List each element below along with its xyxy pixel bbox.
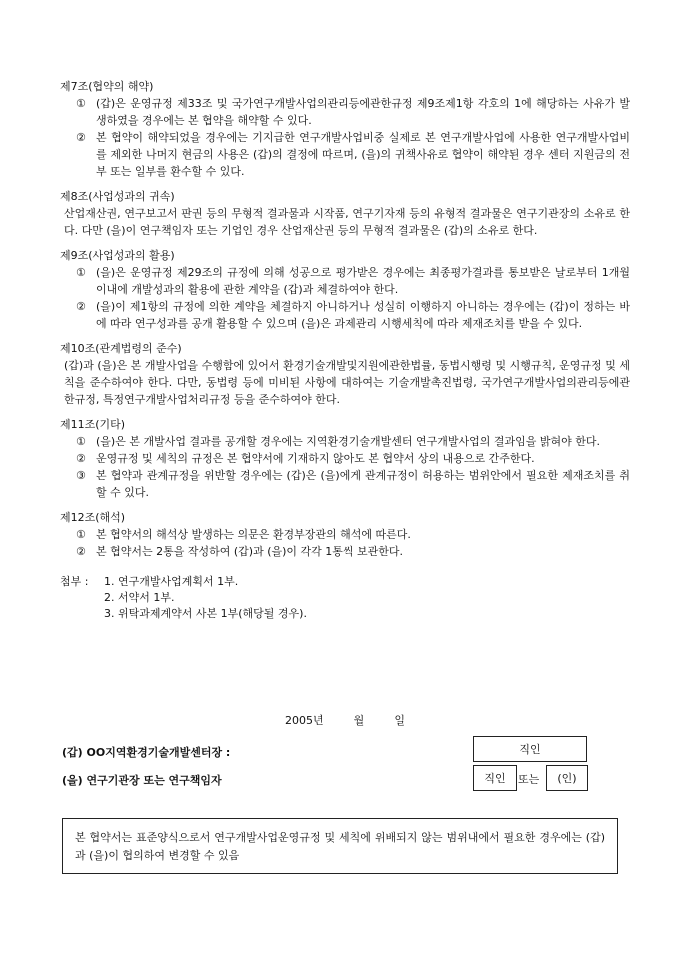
clause-number: ② bbox=[76, 452, 86, 465]
date-day: 일 bbox=[394, 714, 405, 727]
clause-number: ③ bbox=[76, 469, 86, 482]
attachments bbox=[60, 574, 630, 622]
article-10 bbox=[60, 340, 630, 408]
date-year: 2005년 bbox=[285, 714, 324, 727]
note-box bbox=[62, 818, 618, 874]
clause-text: 본 협약과 관계규정을 위반할 경우에는 (갑)은 (을)에게 관계규정이 허용하는 범위안에서 필요한 제재조치를 취할 수 있다. bbox=[96, 469, 630, 499]
agreement-body bbox=[60, 78, 630, 622]
clause-item bbox=[76, 264, 630, 298]
article-title: 제10조(관계법령의 준수) bbox=[60, 342, 182, 355]
clause-item bbox=[76, 543, 630, 560]
article-11 bbox=[60, 416, 630, 501]
clause-text: 운영규정 및 세칙의 규정은 본 협약서에 기재하지 않아도 본 협약서 상의 내용으로 간주한다. bbox=[96, 452, 535, 465]
clause-item bbox=[76, 298, 630, 332]
article-9 bbox=[60, 247, 630, 332]
article-paragraph: (갑)과 (을)은 본 개발사업을 수행함에 있어서 환경기술개발및지원에관한법률, 동법시행령 및 시행규칙, 운영규정 및 세칙을 준수하여야 한다. 다만, 동법령 등에 미비된 사항에 대하여는 기술개발촉진법령, 국가연구개발사업의관리등에관한규정, 특정연구개발사업처리규정 등을 준수하여야 한다. bbox=[64, 359, 630, 406]
or-text: 또는 bbox=[518, 773, 540, 786]
attachments-label: 첨부 : bbox=[60, 575, 89, 588]
party-b-seal-box bbox=[473, 765, 517, 791]
clause-item bbox=[76, 450, 630, 467]
article-8 bbox=[60, 188, 630, 239]
attachment-item: 3. 위탁과제계약서 사본 1부(해당될 경우). bbox=[104, 607, 307, 620]
clause-text: 본 협약서의 해석상 발생하는 의문은 환경부장관의 해석에 따른다. bbox=[96, 528, 411, 541]
clause-text: (을)이 제1항의 규정에 의한 계약을 체결하지 아니하거나 성실히 이행하지 아니하는 경우에는 (갑)이 정하는 바에 따라 연구성과를 공개 활용할 수 있으며 (을)은 과제관리 시행세칙에 따라 제재조치를 받을 수 있다. bbox=[96, 300, 630, 330]
article-12 bbox=[60, 509, 630, 560]
party-b-seal: 직인 bbox=[484, 772, 506, 785]
clause-text: (을)은 본 개발사업 결과를 공개할 경우에는 지역환경기술개발센터 연구개발사업의 결과임을 밝혀야 한다. bbox=[96, 435, 600, 448]
clause-item bbox=[76, 433, 630, 450]
party-a-seal-box bbox=[473, 736, 587, 762]
clause-number: ① bbox=[76, 528, 86, 541]
clause-item bbox=[76, 129, 630, 180]
clause-text: 본 협약이 해약되었을 경우에는 기지급한 연구개발사업비중 실제로 본 연구개발사업에 사용한 연구개발사업비를 제외한 나머지 현금의 사용은 (갑)의 결정에 따르며, (을)의 귀책사유로 협약이 해약된 경우 센터 지원금의 전부 또는 일부를 환수할 수 있다. bbox=[96, 131, 630, 178]
article-7 bbox=[60, 78, 630, 180]
party-b-label: (을) 연구기관장 또는 연구책임자 bbox=[62, 774, 222, 787]
article-title: 제8조(사업성과의 귀속) bbox=[60, 190, 175, 203]
clause-number: ② bbox=[76, 300, 86, 313]
clause-number: ② bbox=[76, 131, 86, 144]
party-a-label: (갑) OO지역환경기술개발센터장 : bbox=[62, 746, 231, 759]
clause-number: ① bbox=[76, 435, 86, 448]
clause-text: (갑)은 운영규정 제33조 및 국가연구개발사업의관리등에관한규정 제9조제1항 각호의 1에 해당하는 사유가 발생하였을 경우에는 본 협약을 해약할 수 있다. bbox=[96, 97, 630, 127]
date-line bbox=[285, 712, 405, 728]
date-month: 월 bbox=[353, 714, 365, 727]
clause-number: ① bbox=[76, 266, 86, 279]
clause-item bbox=[76, 95, 630, 129]
article-paragraph: 산업재산권, 연구보고서 판권 등의 무형적 결과물과 시작품, 연구기자재 등의 유형적 결과물은 연구기관장의 소유로 한다. 다만 (을)이 연구책임자 또는 기업인 경우 산업재산권 등의 무형적 결과물은 (갑)의 소유로 한다. bbox=[64, 207, 630, 237]
party-b-sign: (인) bbox=[557, 772, 577, 785]
party-b-sign-box bbox=[546, 765, 588, 791]
clause-number: ① bbox=[76, 97, 86, 110]
article-title: 제7조(협약의 해약) bbox=[60, 80, 154, 93]
clause-number: ② bbox=[76, 545, 86, 558]
attachment-item: 1. 연구개발사업계획서 1부. bbox=[104, 575, 239, 588]
party-a-seal: 직인 bbox=[519, 743, 541, 756]
article-title: 제9조(사업성과의 활용) bbox=[60, 249, 175, 262]
attachment-item: 2. 서약서 1부. bbox=[104, 591, 175, 604]
article-title: 제12조(해석) bbox=[60, 511, 126, 524]
clause-text: (을)은 운영규정 제29조의 규정에 의해 성공으로 평가받은 경우에는 최종평가결과를 통보받은 날로부터 1개월 이내에 개발성과의 활용에 관한 계약을 (갑)과 체결하여야 한다. bbox=[96, 266, 630, 296]
clause-text: 본 협약서는 2통을 작성하여 (갑)과 (을)이 각각 1통씩 보관한다. bbox=[96, 545, 404, 558]
note-text: 본 협약서는 표준양식으로서 연구개발사업운영규정 및 세칙에 위배되지 않는 범위내에서 필요한 경우에는 (갑)과 (을)이 협의하여 변경할 수 있음 bbox=[75, 831, 605, 862]
clause-item bbox=[76, 526, 630, 543]
article-title: 제11조(기타) bbox=[60, 418, 126, 431]
clause-item bbox=[76, 467, 630, 501]
